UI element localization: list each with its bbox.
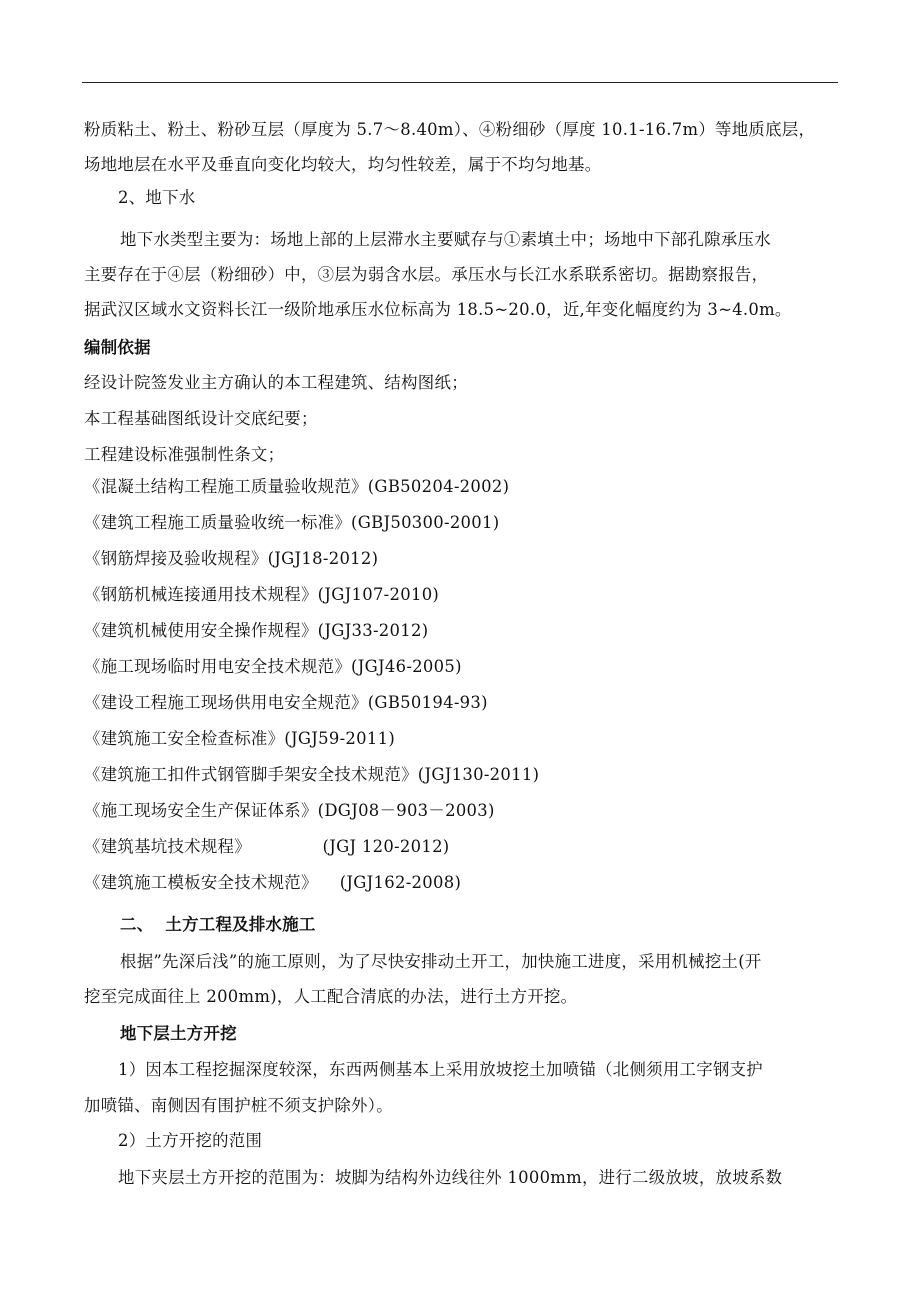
standard-reference: 《钢筋焊接及验收规程》(JGJ18-2012) <box>84 549 379 568</box>
header-rule <box>82 82 838 83</box>
standard-reference: 《建设工程施工现场供用电安全规范》(GB50194-93) <box>84 693 488 712</box>
body-text-line: 根据”先深后浅”的施工原则，为了尽快安排动土开工，加快施工进度，采用机械挖土(开 <box>120 952 762 971</box>
list-item: 工程建设标准强制性条文； <box>84 445 285 464</box>
standard-reference: 《建筑施工模板安全技术规范》 (JGJ162-2008) <box>84 873 462 892</box>
section-heading-groundwater: 2、地下水 <box>118 188 196 207</box>
body-text-line: 1）因本工程挖掘深度较深，东西两侧基本上采用放坡挖土加喷锚（北侧须用工字钢支护 <box>118 1060 763 1079</box>
list-item: 本工程基础图纸设计交底纪要； <box>84 409 318 428</box>
body-text-line: 挖至完成面往上 200mm)，人工配合清底的办法，进行土方开挖。 <box>84 987 578 1006</box>
subsection-heading: 2）土方开挖的范围 <box>118 1131 263 1150</box>
body-text-line: 主要存在于④层（粉细砂）中，③层为弱含水层。承压水与长江水系联系密切。据勘察报告， <box>84 265 769 284</box>
standard-reference: 《建筑工程施工质量验收统一标准》(GBJ50300-2001) <box>84 513 500 532</box>
standard-reference: 《混凝土结构工程施工质量验收规范》(GB50204-2002) <box>84 477 510 496</box>
list-item: 经设计院签发业主方确认的本工程建筑、结构图纸； <box>84 373 468 392</box>
section-heading-basis: 编制依据 <box>84 338 151 357</box>
standard-reference: 《施工现场安全生产保证体系》(DGJ08－903－2003) <box>84 801 495 820</box>
body-text-line: 加喷锚、南侧因有围护桩不须支护除外）。 <box>84 1096 393 1115</box>
body-text-line: 场地地层在水平及垂直向变化均较大，均匀性较差，属于不均匀地基。 <box>84 155 602 174</box>
standard-reference: 《建筑机械使用安全操作规程》(JGJ33-2012) <box>84 621 429 640</box>
body-text-line: 地下水类型主要为：场地上部的上层滞水主要赋存与①素填土中；场地中下部孔隙承压水 <box>120 230 771 249</box>
body-text-line: 据武汉区域水文资料长江一级阶地承压水位标高为 18.5~20.0，近,年变化幅度约为 3~4.0m。 <box>84 300 792 319</box>
section-heading-excavation: 地下层土方开挖 <box>120 1024 237 1043</box>
standard-reference: 《建筑施工安全检查标准》(JGJ59-2011) <box>84 729 396 748</box>
standard-reference: 《施工现场临时用电安全技术规范》(JGJ46-2005) <box>84 657 462 676</box>
standard-reference: 《建筑施工扣件式钢管脚手架安全技术规范》(JGJ130-2011) <box>84 765 540 784</box>
standard-reference: 《建筑基坑技术规程》 (JGJ 120-2012) <box>84 837 450 856</box>
body-text-line: 粉质粘土、粉土、粉砂互层（厚度为 5.7～8.40m）、④粉细砂（厚度 10.1-16.7m）等地质底层， <box>84 120 816 139</box>
section-heading-earthwork: 二、 土方工程及排水施工 <box>120 915 316 934</box>
standard-reference: 《钢筋机械连接通用技术规程》(JGJ107-2010) <box>84 585 440 604</box>
body-text-line: 地下夹层土方开挖的范围为：坡脚为结构外边线往外 1000mm，进行二级放坡，放坡系数 <box>118 1168 783 1187</box>
